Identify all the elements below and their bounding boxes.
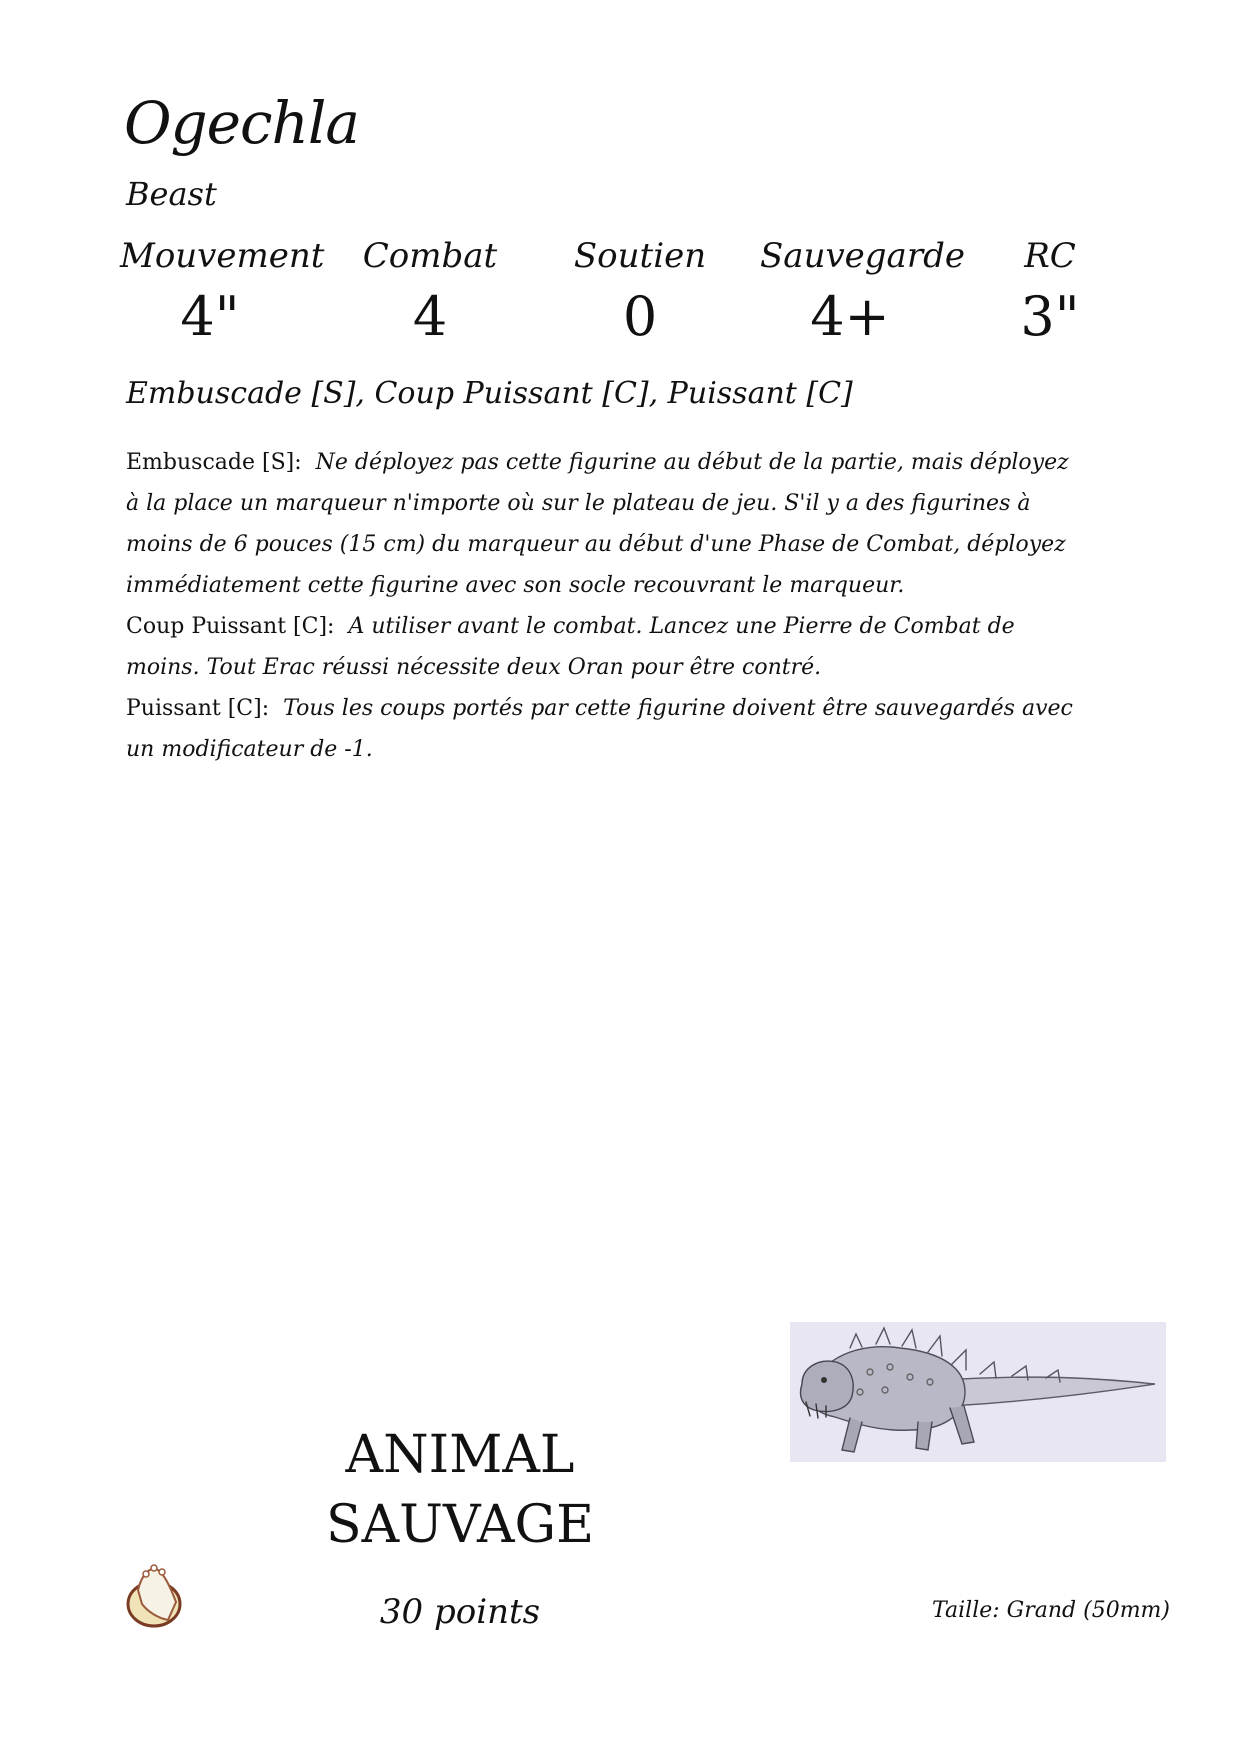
stat-value: 4: [412, 285, 448, 348]
stat-label: Combat: [362, 236, 498, 276]
ability-text: Ne déployez pas cette figurine au début de la partie, mais déployez à la place un marqueur n'importe où sur le plateau de jeu. S'il y a des figurines à moins de 6 pouces (15 cm) du marqueur au début d'une Phase de Combat, déployez immédiatement cette figurine avec son socle recouvrant le marqueur.: [126, 450, 1069, 598]
stat-label: Sauvegarde: [760, 236, 965, 276]
ability-name: Embuscade [S]:: [126, 450, 302, 475]
stat-soutien: [560, 234, 720, 350]
stat-value: 4+: [810, 285, 890, 348]
points-cost: 30 points: [379, 1592, 541, 1632]
stat-combat: [350, 234, 510, 350]
ability-descriptions: [126, 442, 1086, 770]
hand-seal-logo-icon: [124, 1560, 188, 1628]
faction-line-2: SAUVAGE: [325, 1495, 595, 1555]
ability-coup-puissant: [126, 606, 1086, 688]
stat-value: 3": [1020, 285, 1080, 348]
lizard-beast-sketch-icon: [790, 1322, 1166, 1462]
stat-rc: [990, 234, 1110, 350]
ability-name: Coup Puissant [C]:: [126, 614, 335, 639]
stat-block: [120, 234, 1120, 354]
faction-label: [280, 1420, 640, 1560]
abilities-summary: Embuscade [S], Coup Puissant [C], Puissant [C]: [126, 376, 853, 411]
stat-value: 0: [622, 285, 658, 348]
unit-name: Ogechla: [124, 89, 359, 157]
ability-text: A utiliser avant le combat. Lancez une Pierre de Combat de moins. Tout Erac réussi nécessite deux Oran pour être contré.: [126, 614, 1015, 680]
creature-illustration: [790, 1322, 1166, 1462]
stat-mouvement: [120, 234, 325, 350]
ability-puissant: [126, 688, 1086, 770]
stat-value: 4": [180, 285, 240, 348]
stat-label: Soutien: [573, 236, 707, 276]
ability-name: Puissant [C]:: [126, 696, 270, 721]
unit-type: Beast: [126, 175, 217, 213]
stat-sauvegarde: [760, 234, 965, 350]
stat-label: Mouvement: [120, 236, 325, 276]
ability-embuscade: [126, 442, 1086, 606]
stat-label: RC: [1024, 236, 1076, 276]
ability-text: Tous les coups portés par cette figurine doivent être sauvegardés avec un modificateur de -1.: [126, 696, 1073, 762]
base-size: Taille: Grand (50mm): [932, 1598, 1170, 1623]
faction-line-1: ANIMAL: [345, 1425, 575, 1485]
